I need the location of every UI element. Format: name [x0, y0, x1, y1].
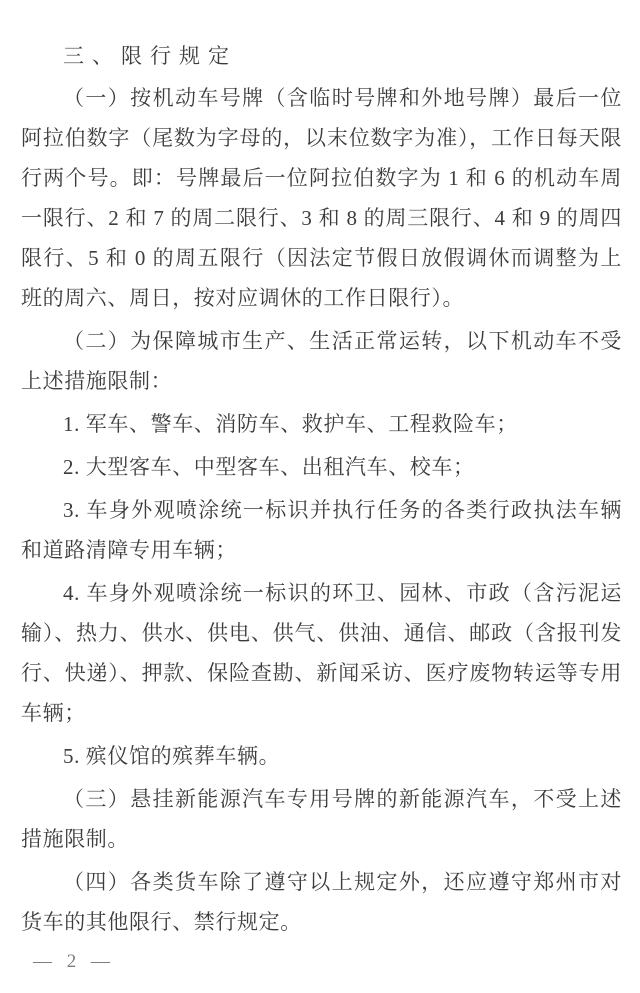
paragraph: 2. 大型客车、中型客车、出租汽车、校车； [63, 455, 475, 479]
paragraph: 1. 军车、警车、消防车、救护车、工程救险车； [63, 412, 518, 436]
paragraph: （四）各类货车除了遵守以上规定外，还应遵守郑州市对货车的其他限行、禁行规定。 [21, 870, 622, 934]
page-number: — 2 — [33, 951, 115, 972]
paragraph: 5. 殡仪馆的殡葬车辆。 [63, 744, 281, 768]
paragraph: （三）悬挂新能源汽车专用号牌的新能源汽车，不受上述措施限制。 [21, 787, 622, 851]
paragraph: 3. 车身外观喷涂统一标识并执行任务的各类行政执法车辆和道路清障专用车辆； [21, 498, 622, 562]
paragraph: （一）按机动车号牌（含临时号牌和外地号牌）最后一位阿拉伯数字（尾数为字母的，以末位数字为准），工作日每天限行两个号。即：号牌最后一位阿拉伯数字为 1 和 6 的机动车周一限行、2 和 7 的周二限行、3 和 8 的周三限行、4 和 9 的周四限行、5 和 0 的周五限行（因法定节假日放假调休而调整为上班的周六、周日，按对应调休的工作日限行）。 [21, 86, 622, 310]
paragraph: 4. 车身外观喷涂统一标识的环卫、园林、市政（含污泥运输）、热力、供水、供电、供气、供油、通信、邮政（含报刊发行、快递）、押款、保险查勘、新闻采访、医疗废物转运等专用车辆； [21, 581, 622, 725]
section-heading: 三、限行规定 [63, 44, 237, 68]
paragraph: （二）为保障城市生产、生活正常运转，以下机动车不受上述措施限制： [21, 329, 622, 393]
